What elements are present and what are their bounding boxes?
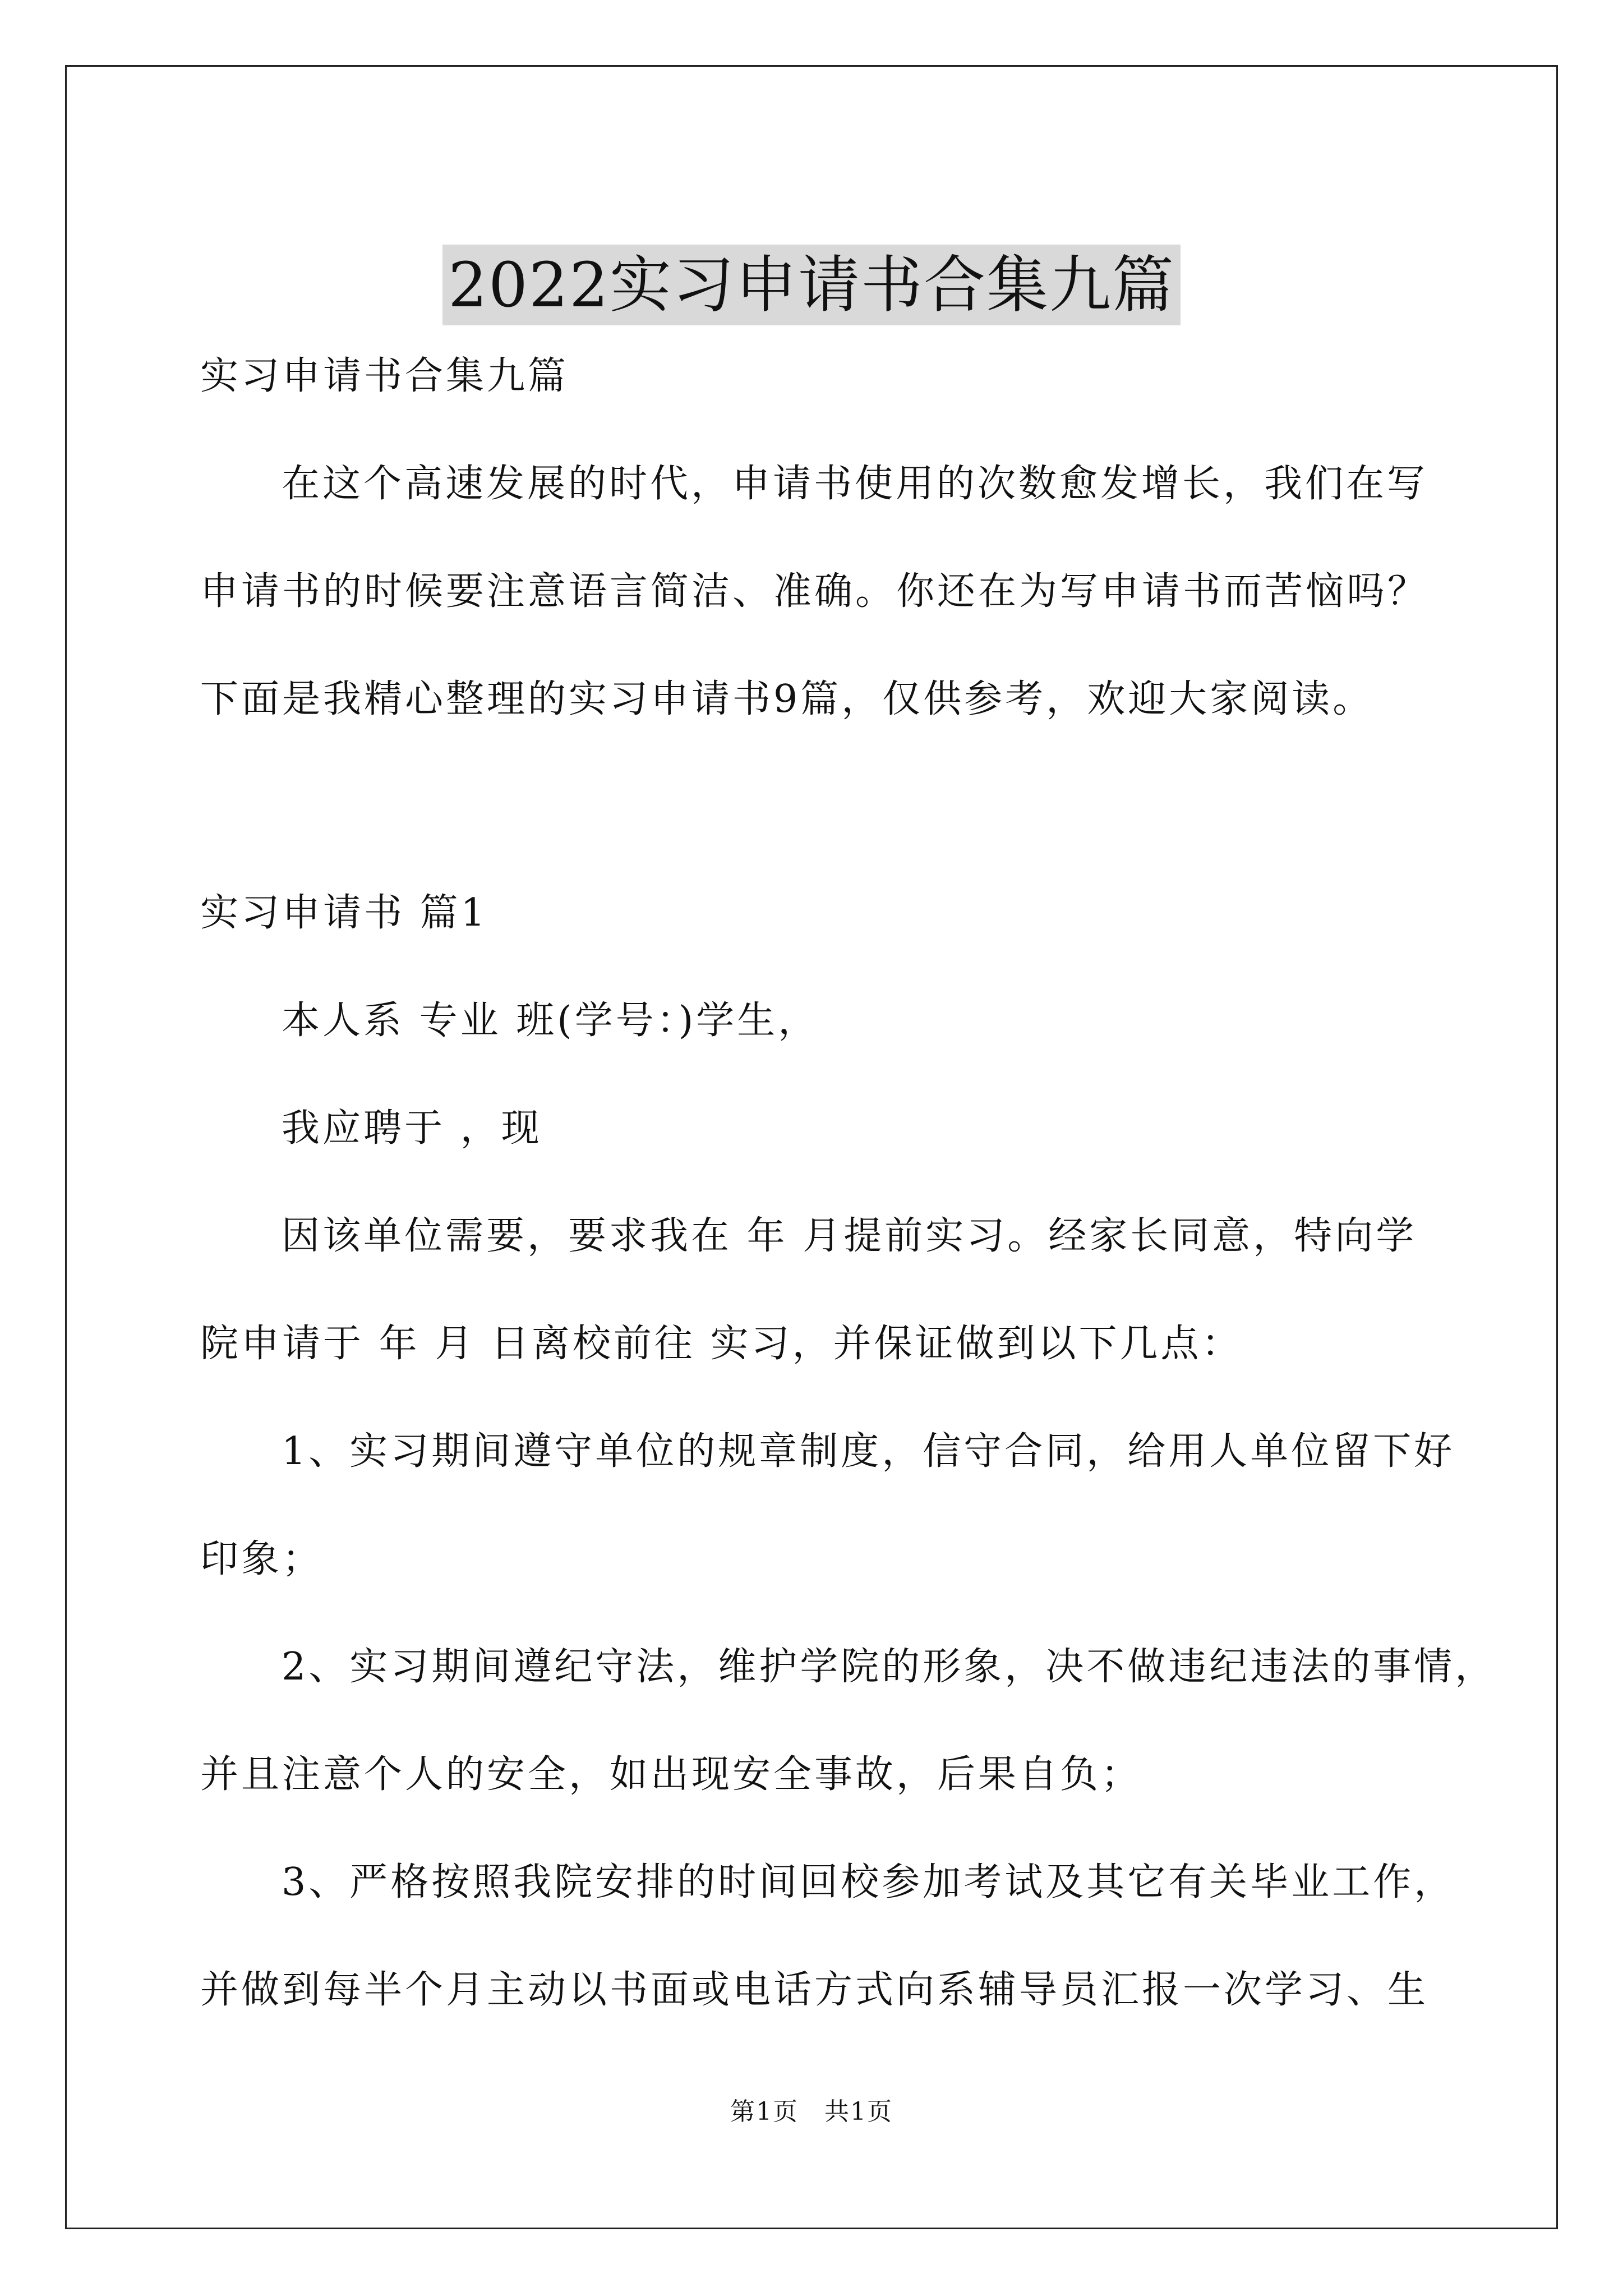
- page-number: 第1页: [730, 2097, 799, 2126]
- body-line: 并做到每半个月主动以书面或电话方式向系辅导员汇报一次学习、生: [200, 1968, 1429, 2012]
- subtitle-line: 实习申请书合集九篇: [200, 354, 569, 398]
- body-line: 在这个高速发展的时代，申请书使用的次数愈发增长，我们在写: [282, 462, 1428, 506]
- document-title: 2022实习申请书合集九篇: [442, 245, 1181, 325]
- body-line: 因该单位需要，要求我在 年 月提前实习。经家长同意，特向学: [282, 1214, 1417, 1258]
- body-line: 2、实习期间遵纪守法，维护学院的形象，决不做违纪违法的事情，: [282, 1645, 1496, 1689]
- body-line: 我应聘于 ，现: [282, 1106, 542, 1151]
- body-line: 申请书的时候要注意语言简洁、准确。你还在为写申请书而苦恼吗？: [200, 569, 1429, 614]
- body-line: 3、严格按照我院安排的时间回校参加考试及其它有关毕业工作，: [282, 1860, 1455, 1904]
- section-heading: 实习申请书 篇1: [200, 891, 488, 935]
- body-line: 下面是我精心整理的实习申请书9篇，仅供参考，欢迎大家阅读。: [200, 677, 1374, 721]
- body-line: 本人系 专业 班(学号：)学生，: [282, 999, 819, 1043]
- title-container: [0, 203, 1623, 366]
- body-line: 1、实习期间遵守单位的规章制度，信守合同，给用人单位留下好: [282, 1429, 1455, 1474]
- page-footer: [0, 2095, 1623, 2129]
- body-line: 院申请于 年 月 日离校前往 实习，并保证做到以下几点：: [200, 1322, 1243, 1366]
- body-line: 印象；: [200, 1537, 324, 1581]
- body-line: 并且注意个人的安全，如出现安全事故，后果自负；: [200, 1752, 1142, 1797]
- page-total: 共1页: [824, 2097, 893, 2126]
